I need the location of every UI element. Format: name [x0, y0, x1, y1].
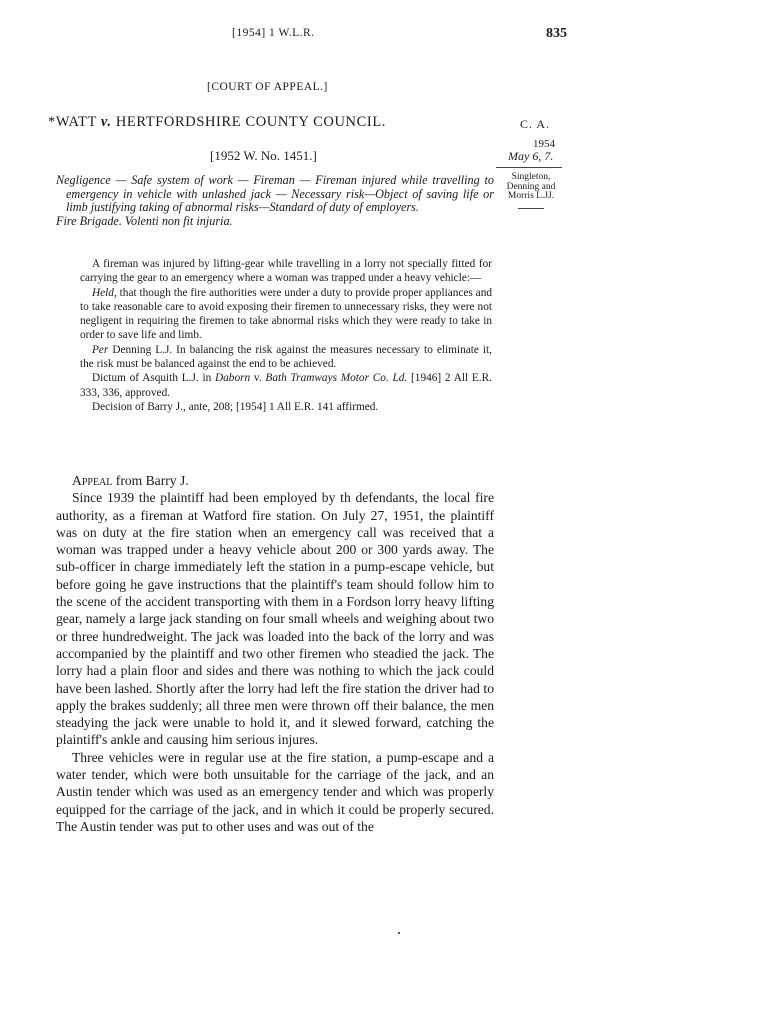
catchwords-secondary: Fire Brigade. Volenti non fit injuria.	[56, 213, 233, 228]
held-label: Held,	[92, 286, 117, 299]
running-head: [1954] 1 W.L.R.	[232, 27, 315, 39]
page-number: 835	[546, 26, 567, 41]
sidebar-short-rule	[518, 208, 544, 209]
sidebar-divider	[496, 167, 562, 168]
per-text: Denning L.J. In balancing the risk against the measures necessary to eliminate it, the risk must be balanced against the end to be achieved.	[80, 343, 492, 371]
sidebar-court: C. A.	[520, 117, 551, 131]
appeal-label: Appeal	[72, 473, 113, 488]
sidebar-year: 1954	[533, 138, 555, 150]
page-mark	[398, 932, 400, 934]
sidebar-date: May 6, 7.	[508, 149, 554, 163]
body-paragraph-1: Since 1939 the plaintiff had been employed by th defendants, the local fire authority, as a fireman at Watford fire station. On July 27, 1951, the plaintiff was on duty at the fire station when an emergency call was received that a woman was trapped under a heavy vehicle about 200 or 300 yards away. The sub-officer in charge immediately left the station in a pump-escape vehicle, but before going he gave instructions that the plaintiff's team should follow him to the scene of the accident transporting with them in a Fordson lorry heavy lifting gear, namely a large jack standing on four small wheels and weighing about two or three hundredweight. The jack was loaded into the back of the lorry and was accompanied by the plaintiff and two other firemen who steadied the jack. The lorry had a plain floor and sides and there was nothing to which the jack could have been lashed. Shortly after the lorry had left the fire station the driver had to apply the brakes suddenly; all three men were thrown off their balance, the men steadying the jack were unable to hold it, and it slewed forward, catching the plaintiff's ankle and causing him serious injures.	[56, 490, 494, 748]
case-title-defendant: HERTFORDSHIRE COUNTY COUNCIL.	[115, 114, 387, 130]
sidebar-judges	[497, 173, 565, 202]
dictum-b: v.	[250, 372, 266, 385]
judges-line-3: Morris L.JJ.	[507, 191, 555, 201]
dictum-c: [1946] 2 All E.R. 333, 336, approved.	[80, 372, 492, 399]
case-citation: [1952 W. No. 1451.]	[210, 148, 317, 163]
held-text: that though the fire authorities were under a duty to provide proper appliances and to take reasonable care to avoid exposing their firemen to unnecessary risks, they were not negligent in requiring the firemen to take abnormal risks which they were ready to take in order to save life and limb.	[80, 286, 492, 342]
headnote-held	[80, 286, 492, 343]
headnote-dictum	[80, 371, 492, 400]
body-paragraph-2: Three vehicles were in regular use at the fire station, a pump-escape and a water tender, which were both unsuitable for the carriage of the jack, and an Austin tender which was used as an emergency tender and which was properly equipped for the carriage of the jack, and in which it could be properly secured. The Austin tender was put to other uses and was out of the	[56, 749, 494, 834]
judges-line-1: Singleton,	[511, 172, 551, 182]
dictum-a: Dictum of Asquith L.J. in	[92, 372, 215, 385]
dictum-case-1: Daborn	[215, 372, 251, 385]
judgment-body	[56, 472, 494, 835]
headnote-per	[80, 343, 492, 372]
case-title-versus: v.	[100, 114, 112, 130]
headnote-facts: A fireman was injured by lifting-gear while travelling in a lorry not specially fitted for carrying the gear to an emergency where a woman was trapped under a heavy vehicle:—	[80, 258, 492, 285]
court-label: [COURT OF APPEAL.]	[207, 81, 328, 93]
dictum-case-2: Bath Tramways Motor Co. Ld.	[265, 372, 408, 385]
catchwords	[56, 174, 494, 228]
judges-line-2: Denning and	[506, 181, 556, 192]
catchwords-main: Negligence — Safe system of work — Fireman — Fireman injured while travelling to emergency in vehicle with unlashed jack — Necessary risk—Object of saving life or limb justifying taking of abnormal risks—Standard of duty of employers.	[56, 173, 494, 215]
appeal-text: from Barry J.	[112, 473, 189, 488]
headnote-decision: Decision of Barry J., ante, 208; [1954] 1 All E.R. 141 affirmed.	[92, 400, 379, 413]
headnote	[80, 257, 492, 414]
case-title	[48, 114, 386, 131]
per-label: Per	[92, 343, 109, 356]
case-title-plaintiff: *WATT	[48, 114, 97, 130]
appeal-line	[56, 472, 494, 489]
